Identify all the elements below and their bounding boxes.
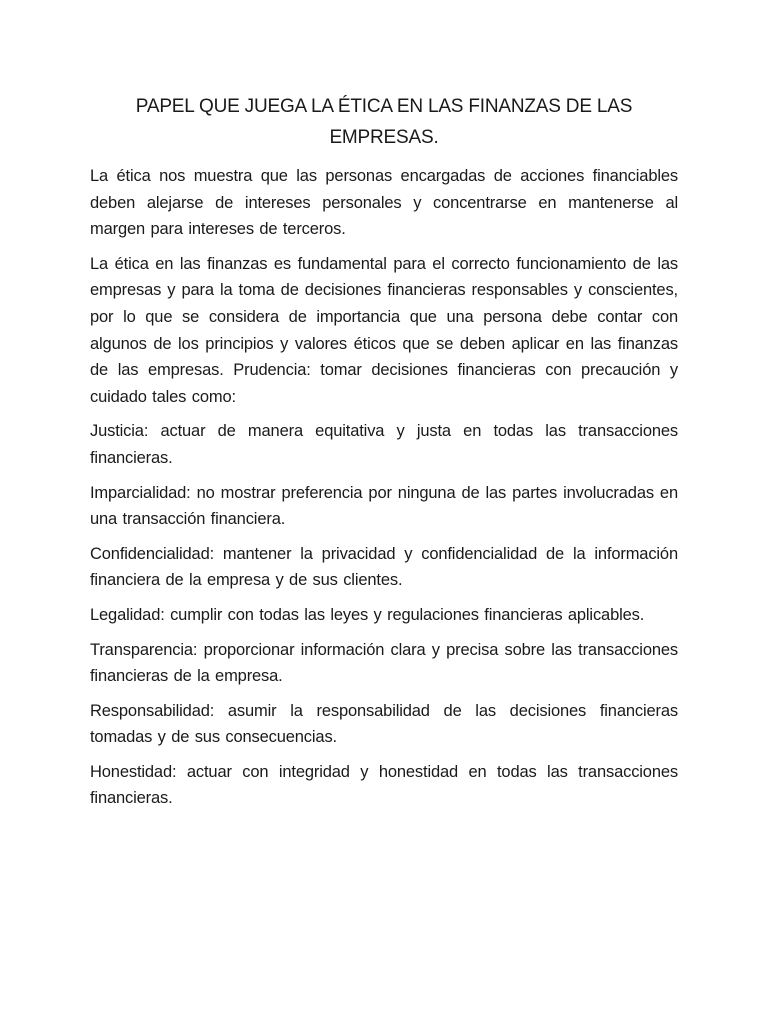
paragraph-transparencia: Transparencia: proporcionar información clara y precisa sobre las transacciones financieras de la empresa. [90,640,678,686]
paragraph-imparcialidad: Imparcialidad: no mostrar preferencia por ninguna de las partes involucradas en una transacción financiera. [90,483,678,529]
paragraph-responsabilidad: Responsabilidad: asumir la responsabilidad de las decisiones financieras tomadas y de sus consecuencias. [90,701,678,747]
paragraph-justicia: Justicia: actuar de manera equitativa y justa en todas las transacciones financieras. [90,422,678,467]
paragraph-intro: La ética nos muestra que las personas encargadas de acciones financiables deben alejarse de intereses personales y concentrarse en mantenerse al margen para intereses de terceros. [90,167,678,239]
document-title: PAPEL QUE JUEGA LA ÉTICA EN LAS FINANZAS DE LAS EMPRESAS. [135,96,633,148]
paragraph-legalidad: Legalidad: cumplir con todas las leyes y regulaciones financieras aplicables. [90,605,645,624]
paragraph-importance: La ética en las finanzas es fundamental para el correcto funcionamiento de las empresas y para la toma de decisiones financieras responsables y conscientes, por lo que se considera de importancia que una persona debe contar con algunos de los principios y valores éticos que se deben aplicar en las finanzas de las empresas. Prudencia: tomar decisiones financieras con precaución y cuidado tales como: [90,254,678,406]
paragraph-honestidad: Honestidad: actuar con integridad y honestidad en todas las transacciones financieras. [90,762,678,808]
paragraph-confidencialidad: Confidencialidad: mantener la privacidad y confidencialidad de la información financiera de la empresa y de sus clientes. [90,544,678,590]
document-page [90,91,678,820]
